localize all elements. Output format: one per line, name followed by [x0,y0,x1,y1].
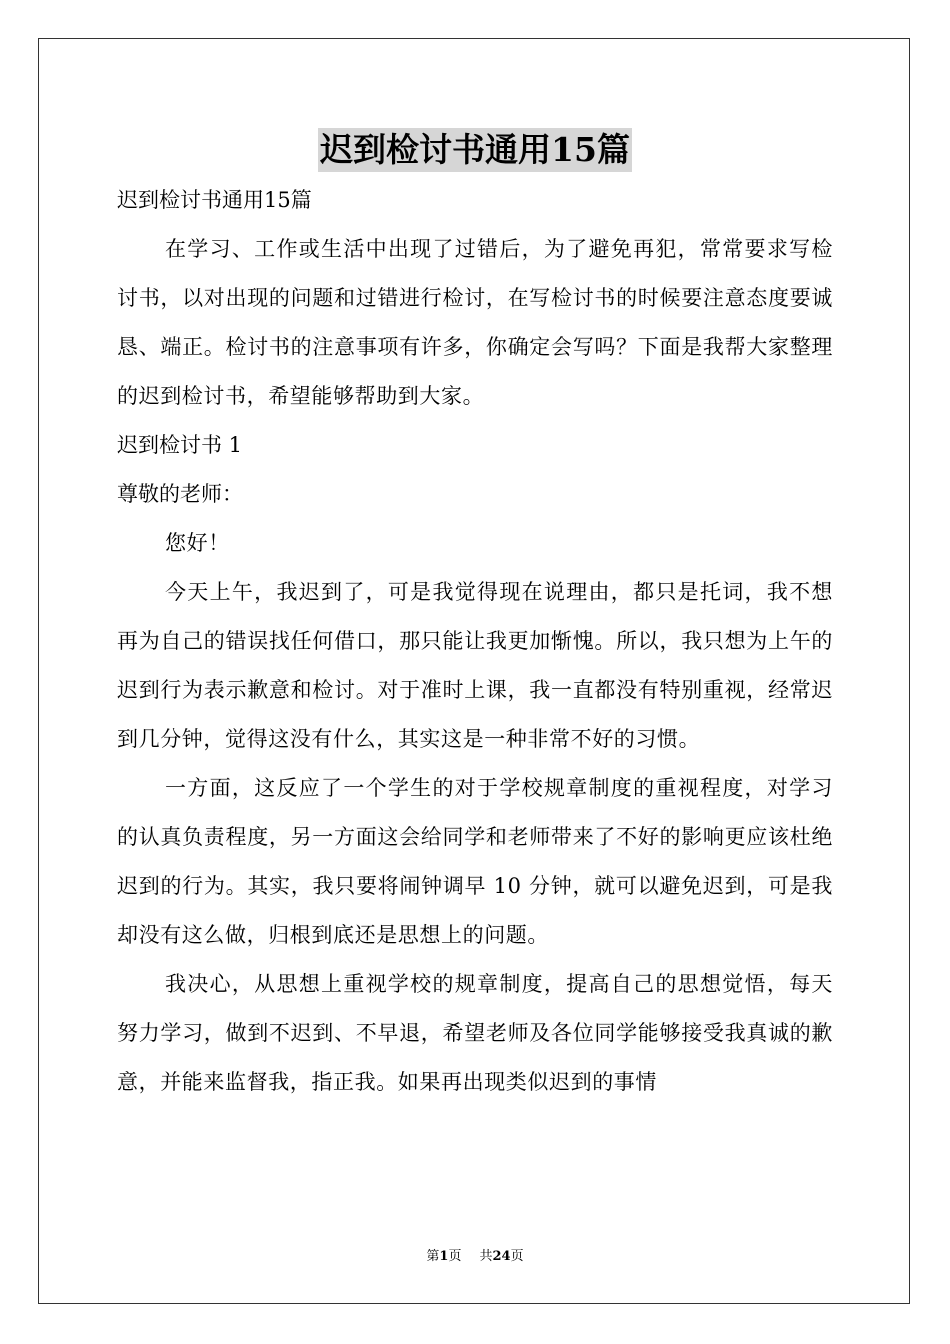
greeting: 您好！ [165,531,230,555]
intro-paragraph: 在学习、工作或生活中出现了过错后，为了避免再犯，常常要求写检讨书，以对出现的问题和过错进行检讨，在写检讨书的时候要注意态度要诚恳、端正。检讨书的注意事项有许多，你确定会写吗？下面是我帮大家整理的迟到检讨书，希望能够帮助到大家。 [117,237,833,408]
body-paragraph-1: 今天上午，我迟到了，可是我觉得现在说理由，都只是托词，我不想再为自己的错误找任何借口，那只能让我更加惭愧。所以，我只想为上午的迟到行为表示歉意和检讨。对于准时上课，我一直都没有特别重视，经常迟到几分钟，觉得这没有什么，其实这是一种非常不好的习惯。 [117,580,833,751]
page-current-number: 1 [439,1249,449,1264]
document-body [117,176,833,1107]
page-label-prefix: 第 [426,1249,440,1264]
body-paragraph-2: 一方面，这反应了一个学生的对于学校规章制度的重视程度，对学习的认真负责程度，另一方面这会给同学和老师带来了不好的影响更应该杜绝迟到的行为。其实，我只要将闹钟调早 10 分钟，就可以避免迟到，可是我却没有这么做，归根到底还是思想上的问题。 [117,776,833,947]
body-paragraph-3: 我决心，从思想上重视学校的规章制度，提高自己的思想觉悟，每天努力学习，做到不迟到、不早退，希望老师及各位同学能够接受我真诚的歉意，并能来监督我，指正我。如果再出现类似迟到的事情 [117,972,833,1094]
document-title: 迟到检讨书通用15篇 [318,128,632,172]
title-container [0,128,950,172]
salutation: 尊敬的老师： [117,482,243,506]
page-footer [0,1248,950,1266]
document-subtitle: 迟到检讨书通用15篇 [117,188,312,212]
page-total-number: 24 [492,1249,511,1264]
section-heading: 迟到检讨书 1 [117,433,243,457]
total-label-unit: 页 [510,1249,524,1264]
page-label-unit: 页 [448,1249,462,1264]
total-label-prefix: 共 [479,1249,493,1264]
